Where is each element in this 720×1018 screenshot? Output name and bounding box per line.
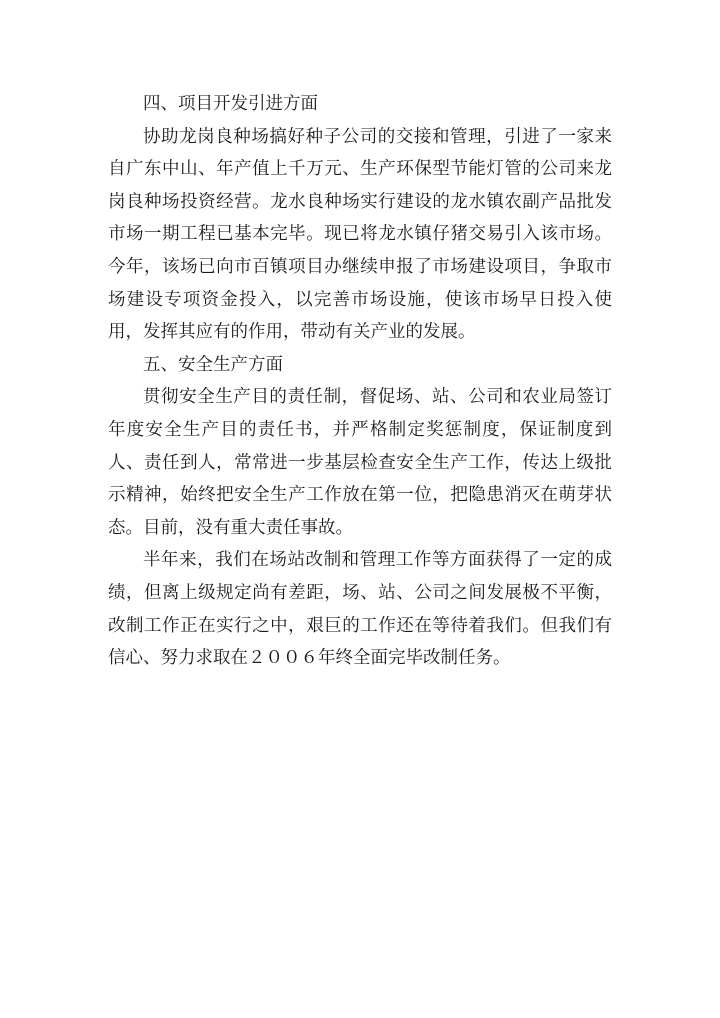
paragraph-safety-production: 贯彻安全生产目的责任制，督促场、站、公司和农业局签订年度安全生产目的责任书，并严格制定奖惩制度，保证制度到人、责任到人，常常进一步基层检查安全生产工作，传达上级批示精神，始终把安全生产工作放在第一位，把隐患消灭在萌芽状态。目前，没有重大责任事故。 (108, 387, 612, 538)
document-body (108, 88, 612, 675)
section-heading-project-development: 四、项目开发引进方面 (143, 94, 318, 114)
paragraph-half-year-summary: 半年来，我们在场站改制和管理工作等方面获得了一定的成绩，但离上级规定尚有差距，场、站、公司之间发展极不平衡，改制工作正在实行之中，艰巨的工作还在等待着我们。但我们有信心、努力求取在２００６年终全面完毕改制任务。 (108, 550, 612, 669)
paragraph-project-development: 协助龙岗良种场搞好种子公司的交接和管理，引进了一家来自广东中山、年产值上千万元、生产环保型节能灯管的公司来龙岗良种场投资经营。龙水良种场实行建设的龙水镇农副产品批发市场一期工程已基本完毕。现已将龙水镇仔猪交易引入该市场。今年，该场已向市百镇项目办继续申报了市场建设项目，争取市场建设专项资金投入，以完善市场设施，使该市场早日投入使用，发挥其应有的作用，带动有关产业的发展。 (108, 126, 612, 343)
section-heading-safety-production: 五、安全生产方面 (143, 354, 283, 375)
